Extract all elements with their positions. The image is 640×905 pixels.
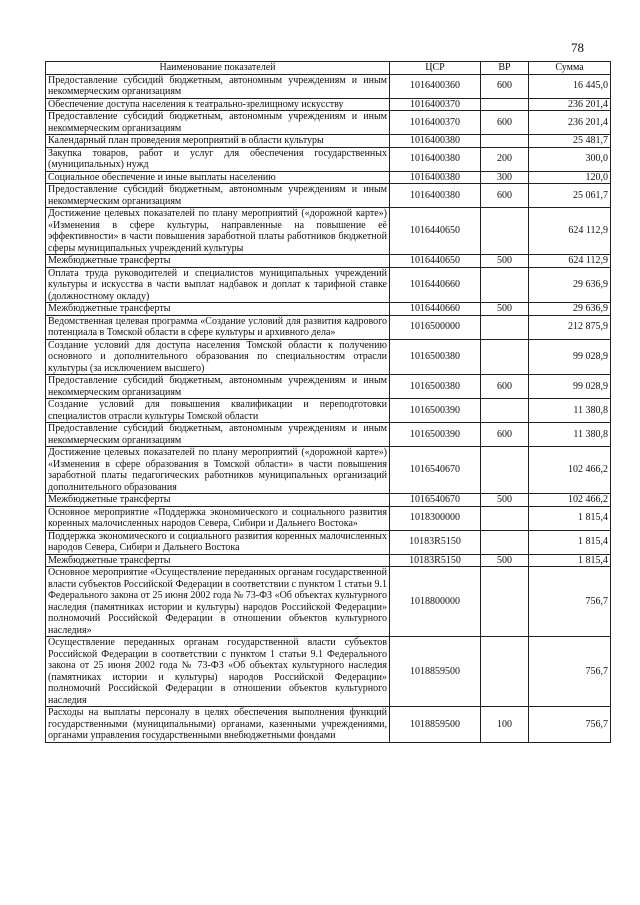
budget-table — [45, 61, 611, 743]
row-name-cell: Межбюджетные трансферты — [46, 554, 390, 567]
row-name-cell: Межбюджетные трансферты — [46, 303, 390, 316]
row-vr-cell — [481, 399, 529, 423]
row-csr-cell: 1016500380 — [390, 375, 481, 399]
row-name-cell: Предоставление субсидий бюджетным, автономным учреждениям и иным некоммерческим организациям — [46, 375, 390, 399]
table-row — [46, 255, 611, 268]
table-row — [46, 375, 611, 399]
row-sum-cell: 25 481,7 — [529, 135, 611, 148]
row-name-cell: Поддержка экономического и социального развития коренных малочисленных народов Севера, Сибири и Дальнего Востока — [46, 530, 390, 554]
header-vr: ВР — [481, 62, 529, 75]
row-sum-cell: 300,0 — [529, 147, 611, 171]
page-number: 78 — [571, 40, 584, 55]
row-sum-cell: 624 112,9 — [529, 255, 611, 268]
row-csr-cell: 1016440660 — [390, 267, 481, 303]
row-vr-cell — [481, 447, 529, 494]
row-name-cell: Достижение целевых показателей по плану мероприятий («дорожной карте») «Изменения в сфере образования в Томской области» в части повышения заработной платы педагогических работников муниципальных организаций дополнительного образования — [46, 447, 390, 494]
row-name-cell: Расходы на выплаты персоналу в целях обеспечения выполнения функций государственными (муниципальными) органами, казенными учреждениями, органами управления государственными внебюджетными фондами — [46, 707, 390, 743]
header-name: Наименование показателей — [46, 62, 390, 75]
row-sum-cell: 756,7 — [529, 637, 611, 707]
row-csr-cell: 1016500390 — [390, 423, 481, 447]
table-row — [46, 506, 611, 530]
row-csr-cell: 1018800000 — [390, 567, 481, 637]
row-vr-cell — [481, 267, 529, 303]
table-row — [46, 208, 611, 255]
row-csr-cell: 1016400370 — [390, 111, 481, 135]
row-vr-cell — [481, 506, 529, 530]
row-csr-cell: 1016540670 — [390, 447, 481, 494]
row-name-cell: Ведомственная целевая программа «Создание условий для развития кадрового потенциала в Томской области в сфере культуры и архивного дела» — [46, 315, 390, 339]
row-vr-cell — [481, 135, 529, 148]
table-row — [46, 98, 611, 111]
row-name-cell: Предоставление субсидий бюджетным, автономным учреждениям и иным некоммерческим организациям — [46, 184, 390, 208]
table-row — [46, 315, 611, 339]
header-csr: ЦСР — [390, 62, 481, 75]
row-sum-cell: 236 201,4 — [529, 111, 611, 135]
row-vr-cell: 500 — [481, 554, 529, 567]
row-sum-cell: 1 815,4 — [529, 530, 611, 554]
row-sum-cell: 25 061,7 — [529, 184, 611, 208]
row-name-cell: Предоставление субсидий бюджетным, автономным учреждениям и иным некоммерческим организациям — [46, 74, 390, 98]
row-name-cell: Межбюджетные трансферты — [46, 494, 390, 507]
row-name-cell: Календарный план проведения мероприятий в области культуры — [46, 135, 390, 148]
row-vr-cell: 600 — [481, 74, 529, 98]
table-row — [46, 171, 611, 184]
row-csr-cell: 1016440660 — [390, 303, 481, 316]
table-row — [46, 303, 611, 316]
row-csr-cell: 1016500380 — [390, 339, 481, 375]
header-sum: Сумма — [529, 62, 611, 75]
row-sum-cell: 102 466,2 — [529, 494, 611, 507]
row-sum-cell: 120,0 — [529, 171, 611, 184]
row-vr-cell: 600 — [481, 423, 529, 447]
table-row — [46, 267, 611, 303]
table-row — [46, 554, 611, 567]
row-sum-cell: 1 815,4 — [529, 506, 611, 530]
row-csr-cell: 1016400380 — [390, 184, 481, 208]
row-name-cell: Основное мероприятие «Поддержка экономического и социального развития коренных малочисленных народов Севера, Сибири и Дальнего Востока» — [46, 506, 390, 530]
row-csr-cell: 1018859500 — [390, 707, 481, 743]
row-csr-cell: 10183R5150 — [390, 554, 481, 567]
table-row — [46, 339, 611, 375]
row-csr-cell: 1016400380 — [390, 135, 481, 148]
table-row — [46, 423, 611, 447]
row-csr-cell: 1016400380 — [390, 171, 481, 184]
row-csr-cell: 1018859500 — [390, 637, 481, 707]
row-sum-cell: 236 201,4 — [529, 98, 611, 111]
row-name-cell: Достижение целевых показателей по плану мероприятий («дорожной карте») «Изменения в сфере культуры, направленные на повышение её эффективности» в части повышения заработной платы работников бюджетной сферы муниципальных учреждений культуры — [46, 208, 390, 255]
table-row — [46, 447, 611, 494]
table-row — [46, 530, 611, 554]
row-vr-cell: 500 — [481, 494, 529, 507]
row-vr-cell: 600 — [481, 375, 529, 399]
row-name-cell: Социальное обеспечение и иные выплаты населению — [46, 171, 390, 184]
table-row — [46, 399, 611, 423]
row-sum-cell: 624 112,9 — [529, 208, 611, 255]
row-vr-cell: 200 — [481, 147, 529, 171]
row-name-cell: Оплата труда руководителей и специалистов муниципальных учреждений культуры и искусства в части выплат надбавок и доплат к тарифной ставке (должностному окладу) — [46, 267, 390, 303]
row-vr-cell — [481, 637, 529, 707]
row-sum-cell: 11 380,8 — [529, 423, 611, 447]
row-name-cell: Осуществление переданных органам государственной власти субъектов Российской Федерации в соответствии с пунктом 1 статьи 9.1 Федерального закона от 25 июня 2002 года № 73-ФЗ «Об объектах культурного наследия (памятниках истории и культуры) народов Российской Федерации» полномочий Российской Федерации в отношении объектов культурного наследия — [46, 637, 390, 707]
row-csr-cell: 1016440650 — [390, 255, 481, 268]
row-sum-cell: 99 028,9 — [529, 339, 611, 375]
row-csr-cell: 1016500390 — [390, 399, 481, 423]
row-vr-cell: 500 — [481, 303, 529, 316]
row-sum-cell: 212 875,9 — [529, 315, 611, 339]
row-vr-cell: 600 — [481, 111, 529, 135]
row-name-cell: Предоставление субсидий бюджетным, автономным учреждениям и иным некоммерческим организациям — [46, 111, 390, 135]
table-header-row — [46, 62, 611, 75]
row-vr-cell — [481, 567, 529, 637]
row-sum-cell: 102 466,2 — [529, 447, 611, 494]
row-vr-cell: 500 — [481, 255, 529, 268]
row-vr-cell — [481, 530, 529, 554]
row-csr-cell: 1016400370 — [390, 98, 481, 111]
row-vr-cell: 600 — [481, 184, 529, 208]
row-name-cell: Межбюджетные трансферты — [46, 255, 390, 268]
table-row — [46, 74, 611, 98]
row-sum-cell: 29 636,9 — [529, 303, 611, 316]
table-row — [46, 707, 611, 743]
row-name-cell: Обеспечение доступа населения к театрально-зрелищному искусству — [46, 98, 390, 111]
row-vr-cell — [481, 208, 529, 255]
row-sum-cell: 99 028,9 — [529, 375, 611, 399]
row-sum-cell: 756,7 — [529, 707, 611, 743]
table-row — [46, 135, 611, 148]
table-row — [46, 494, 611, 507]
row-csr-cell: 1016400380 — [390, 147, 481, 171]
row-name-cell: Создание условий для доступа населения Томской области к получению основного и дополнительного образования по специальностям отрасли культуры (за исключением высшего) — [46, 339, 390, 375]
table-row — [46, 147, 611, 171]
row-vr-cell — [481, 315, 529, 339]
row-sum-cell: 756,7 — [529, 567, 611, 637]
row-csr-cell: 10183R5150 — [390, 530, 481, 554]
row-vr-cell — [481, 339, 529, 375]
row-name-cell: Создание условий для повышения квалификации и переподготовки специалистов отрасли культуры Томской области — [46, 399, 390, 423]
row-name-cell: Закупка товаров, работ и услуг для обеспечения государственных (муниципальных) нужд — [46, 147, 390, 171]
row-name-cell: Основное мероприятие «Осуществление переданных органам государственной власти субъектов Российской Федерации в соответствии с пунктом 1 статьи 9.1 Федерального закона от 25 июня 2002 года № 73-ФЗ «Об объектах культурного наследия (памятниках истории и культуры) народов Российской Федерации» полномочий Российской Федерации в отношении объектов культурного наследия» — [46, 567, 390, 637]
row-vr-cell: 300 — [481, 171, 529, 184]
row-csr-cell: 1016440650 — [390, 208, 481, 255]
row-vr-cell — [481, 98, 529, 111]
row-sum-cell: 16 445,0 — [529, 74, 611, 98]
row-csr-cell: 1016400360 — [390, 74, 481, 98]
table-body — [46, 74, 611, 742]
row-sum-cell: 29 636,9 — [529, 267, 611, 303]
row-sum-cell: 1 815,4 — [529, 554, 611, 567]
table-row — [46, 184, 611, 208]
row-sum-cell: 11 380,8 — [529, 399, 611, 423]
table-row — [46, 637, 611, 707]
row-name-cell: Предоставление субсидий бюджетным, автономным учреждениям и иным некоммерческим организациям — [46, 423, 390, 447]
row-vr-cell: 100 — [481, 707, 529, 743]
table-row — [46, 567, 611, 637]
row-csr-cell: 1016500000 — [390, 315, 481, 339]
table-row — [46, 111, 611, 135]
row-csr-cell: 1018300000 — [390, 506, 481, 530]
row-csr-cell: 1016540670 — [390, 494, 481, 507]
